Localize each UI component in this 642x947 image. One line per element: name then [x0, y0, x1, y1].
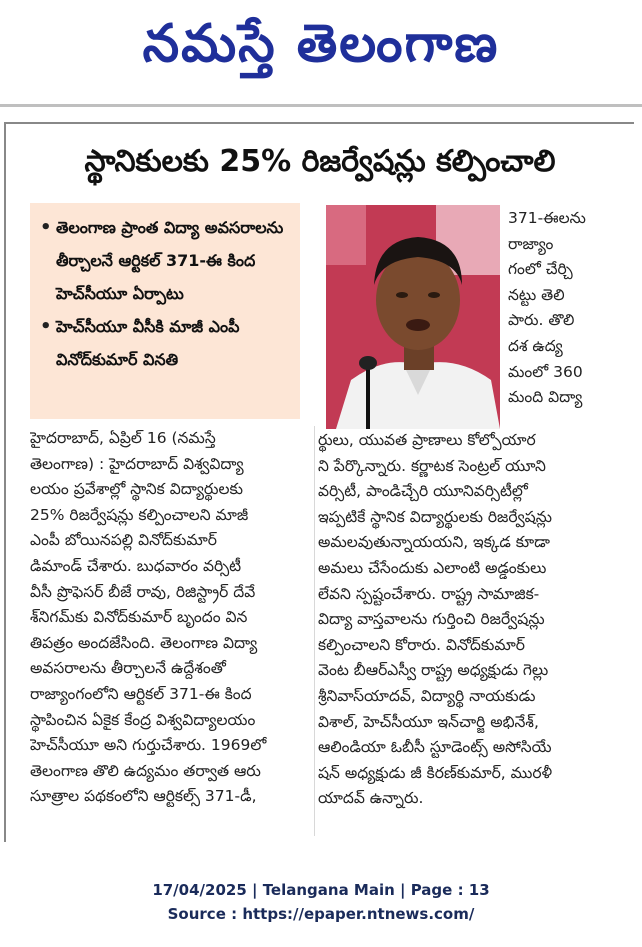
- text-line: షన్ అధ్యక్షుడు జీ కిరణ్‌కుమార్, మురళీ: [318, 763, 553, 782]
- text-line: సూత్రాల పథకంలోని ఆర్టికల్స్ 371-డీ,: [30, 787, 257, 806]
- text-line: యాదవ్ ఉన్నారు.: [318, 789, 424, 808]
- highlight-item: [40, 211, 294, 310]
- text-line: శ్‌నిగమ్‌కు వినోద్‌కుమార్ బృందం విన: [30, 608, 248, 627]
- newspaper-logo: నమస్తే తెలంగాణ: [142, 14, 500, 74]
- text-line: డిమాండ్ చేశారు. బుధవారం వర్సిటీ: [30, 556, 242, 575]
- text-line: తిపత్రం అందజేసింది. తెలంగాణ విద్యా: [30, 633, 258, 652]
- right-column-text: [318, 428, 624, 812]
- masthead: [0, 0, 642, 100]
- text-line: పారు. తొలి: [508, 311, 575, 330]
- text-line: అమలు చేసేందుకు ఎలాంటి అడ్డంకులు: [318, 558, 547, 577]
- masthead-divider: [0, 104, 642, 107]
- text-line: వర్సిటీ, పాండిచ్చేరి యూనివర్సిటీల్లో: [318, 482, 528, 501]
- text-line: ఆలిండియా ఓబీసీ స్టూడెంట్స్ అసోసియే: [318, 738, 552, 757]
- highlights-box: [30, 203, 300, 419]
- text-line: విద్యా వాస్తవాలను గుర్తించి రిజర్వేషన్లు: [318, 610, 545, 629]
- text-line: విశాల్, హెచ్‌సీయూ ఇన్‌చార్జి అభినేశ్,: [318, 712, 539, 731]
- text-line: కల్పించాలని కోరారు. వినోద్‌కుమార్: [318, 635, 525, 654]
- text-line: 25% రిజర్వేషన్లు కల్పించాలని మాజీ: [30, 505, 249, 524]
- text-line: తెలంగాణ) : హైదరాబాద్ విశ్వవిద్యా: [30, 454, 244, 473]
- left-column-text: [30, 426, 308, 810]
- speaker-portrait-image: [326, 205, 500, 429]
- text-line: లేవని స్పష్టంచేశారు. రాష్ట్ర సామాజిక-: [318, 584, 540, 603]
- highlight-text: తెలంగాణ ప్రాంత విద్యా అవసరాలను తీర్చాలనే ఆర్టికల్ 371-ఈ కింద హెచ్‌సీయూ ఏర్పాటు: [56, 218, 284, 303]
- text-line: వెంట బీఆర్‌ఎస్వీ రాష్ట్ర అధ్యక్షుడు గెల్లు: [318, 661, 549, 680]
- highlight-item: [40, 310, 294, 376]
- text-line: ఇప్పటికే స్థానిక విద్యార్థులకు రిజర్వేషన్లు: [318, 507, 552, 526]
- text-line: అవసరాలను తీర్చాలనే ఉద్దేశంతో: [30, 659, 226, 678]
- text-line: శ్రీనివాస్‌యాదవ్, విద్యార్థి నాయకుడు: [318, 686, 536, 705]
- text-line: తెలంగాణ తొలి ఉద్యమం తర్వాత ఆరు: [30, 761, 261, 780]
- article-headline: స్థానికులకు 25% రిజర్వేషన్లు కల్పించాలి: [84, 144, 556, 179]
- text-line: ర్థులు, యువత ప్రాణాలు కోల్పోయార: [318, 431, 536, 449]
- bullet-icon: •: [40, 316, 52, 337]
- text-line: స్థాపించిన ఏకైక కేంద్ర విశ్వవిద్యాలయం: [30, 710, 256, 729]
- highlight-text: హెచ్‌సీయూ వీసీకి మాజీ ఎంపీ వినోద్‌కుమార్ వినతి: [56, 317, 240, 369]
- text-line: రాజ్యాం: [508, 234, 554, 253]
- text-line: హైదరాబాద్, ఏప్రిల్ 16 (నమస్తే: [30, 429, 216, 447]
- speaker-photo: [326, 205, 500, 429]
- text-line: అమలవుతున్నాయయని, ఇక్కడ కూడా: [318, 533, 550, 552]
- text-line: మంలో 360: [508, 362, 583, 381]
- text-line: రాజ్యాంగంలోని ఆర్టికల్ 371-ఈ కింద: [30, 684, 252, 703]
- text-line: గంలో చేర్చి: [508, 260, 573, 279]
- column-divider: [314, 426, 315, 836]
- text-line: లయం ప్రవేశాల్లో స్థానిక విద్యార్థులకు: [30, 480, 243, 499]
- right-top-text: [508, 206, 626, 411]
- text-line: ఎంపీ బోయినపల్లి వినోద్‌కుమార్: [30, 531, 217, 550]
- bullet-icon: •: [40, 217, 52, 238]
- text-line: నట్టు తెలి: [508, 285, 565, 304]
- text-line: దశ ఉద్య: [508, 336, 563, 355]
- text-line: 371-ఈలను: [508, 209, 586, 227]
- text-line: హెచ్‌సీయూ అని గుర్తుచేశారు. 1969లో: [30, 736, 267, 755]
- source-link[interactable]: Source : https://epaper.ntnews.com/: [167, 905, 475, 923]
- edition-info: 17/04/2025 | Telangana Main | Page : 13: [152, 881, 490, 899]
- page-footer: [0, 878, 642, 926]
- text-line: మంది విద్యా: [508, 388, 583, 407]
- text-line: వీసీ ప్రొఫెసర్ బీజే రావు, రిజిస్ట్రార్ దేవే: [30, 582, 256, 601]
- text-line: ని పేర్కొన్నారు. కర్ణాటక సెంట్రల్ యూని: [318, 456, 546, 475]
